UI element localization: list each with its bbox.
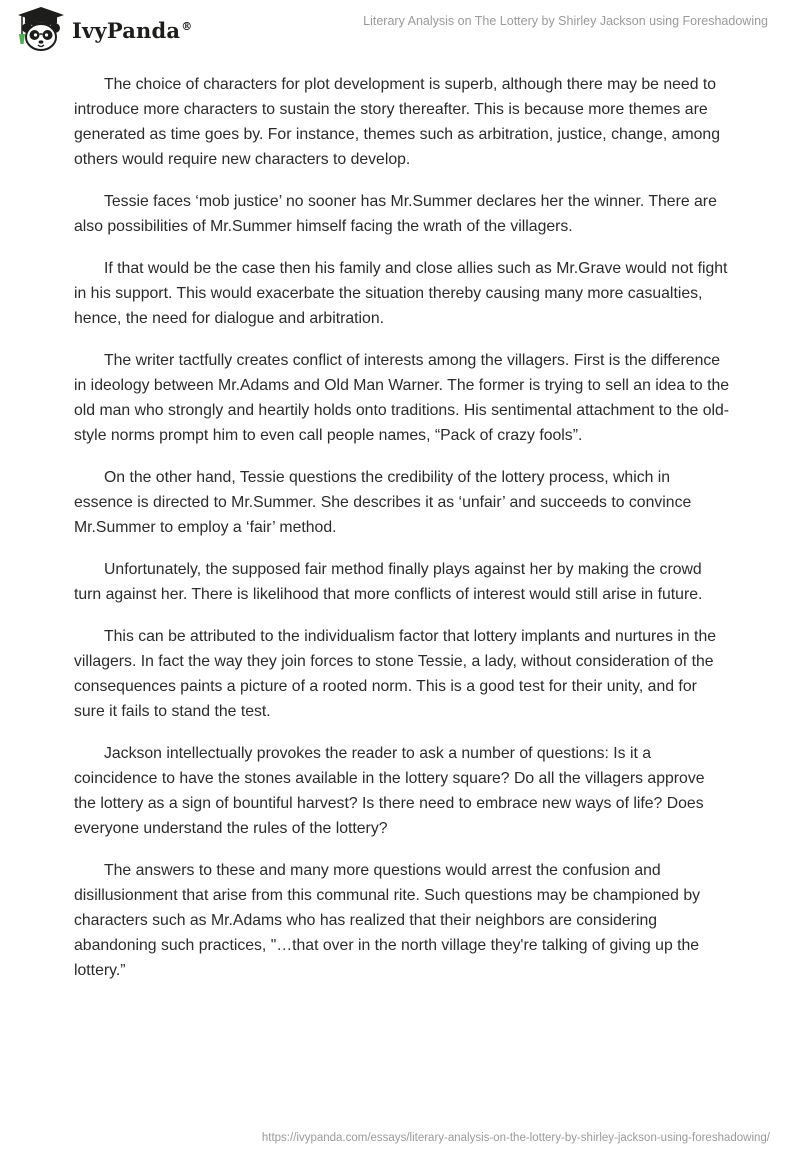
paragraph: If that would be the case then his family and close allies such as Mr.Grave would not fight in his support. This would exacerbate the situation thereby causing many more casualties, hence, the need for dialogue and arbitration. [74,260,728,327]
registered-mark: ® [181,19,193,33]
page-header [0,0,800,60]
paragraph: Jackson intellectually provokes the reader to ask a number of questions: Is it a coincidence to have the stones available in the lottery square? Do all the villagers approve the lottery as a sign of bountiful harvest? Is there need to embrace new ways of life? Does everyone understand the rules of the lottery? [74,745,705,837]
ivypanda-logo[interactable] [14,6,192,52]
paragraph: The answers to these and many more questions would arrest the confusion and disillusionment that arise from this communal rite. Such questions may be championed by characters such as Mr.Adams who has realized that their neighbors are considering abandoning such practices, "…that over in the north village they're talking of giving up the lottery.” [74,862,701,979]
paragraph: This can be attributed to the individualism factor that lottery implants and nurtures in the villagers. In fact the way they join forces to stone Tessie, a lady, without consideration of the consequences paints a picture of a rooted norm. This is a good test for their unity, and for sure it fails to stand the test. [74,628,717,720]
paragraph: Tessie faces ‘mob justice’ no sooner has Mr.Summer declares her the winner. There are also possibilities of Mr.Summer himself facing the wrath of the villagers. [74,193,717,235]
article-body [74,72,730,1000]
paragraph: Unfortunately, the supposed fair method finally plays against her by making the crowd turn against her. There is likelihood that more conflicts of interest would still arise in future. [74,561,703,603]
panda-graduate-icon [14,6,68,52]
paragraph: The choice of characters for plot development is superb, although there may be need to introduce more characters to sustain the story thereafter. This is because more themes are generated as time goes by. For instance, themes such as arbitration, justice, change, among others would require new characters to develop. [74,76,720,168]
source-url[interactable]: https://ivypanda.com/essays/literary-analysis-on-the-lottery-by-shirley-jackson-using-foreshadowing/ [261,1132,770,1144]
brand-name [72,18,192,43]
paragraph: On the other hand, Tessie questions the credibility of the lottery process, which in essence is directed to Mr.Summer. She describes it as ‘unfair’ and succeeds to convince Mr.Summer to employ a ‘fair’ method. [74,469,692,536]
brand-name-text: IvyPanda [72,17,181,43]
document-title: Literary Analysis on The Lottery by Shirley Jackson using Foreshadowing [363,14,768,28]
paragraph: The writer tactfully creates conflict of interests among the villagers. First is the difference in ideology between Mr.Adams and Old Man Warner. The former is trying to sell an idea to the old man who strongly and heartily holds onto traditions. His sentimental attachment to the old-style norms prompt him to even call people names, “Pack of crazy fools”. [74,352,730,444]
